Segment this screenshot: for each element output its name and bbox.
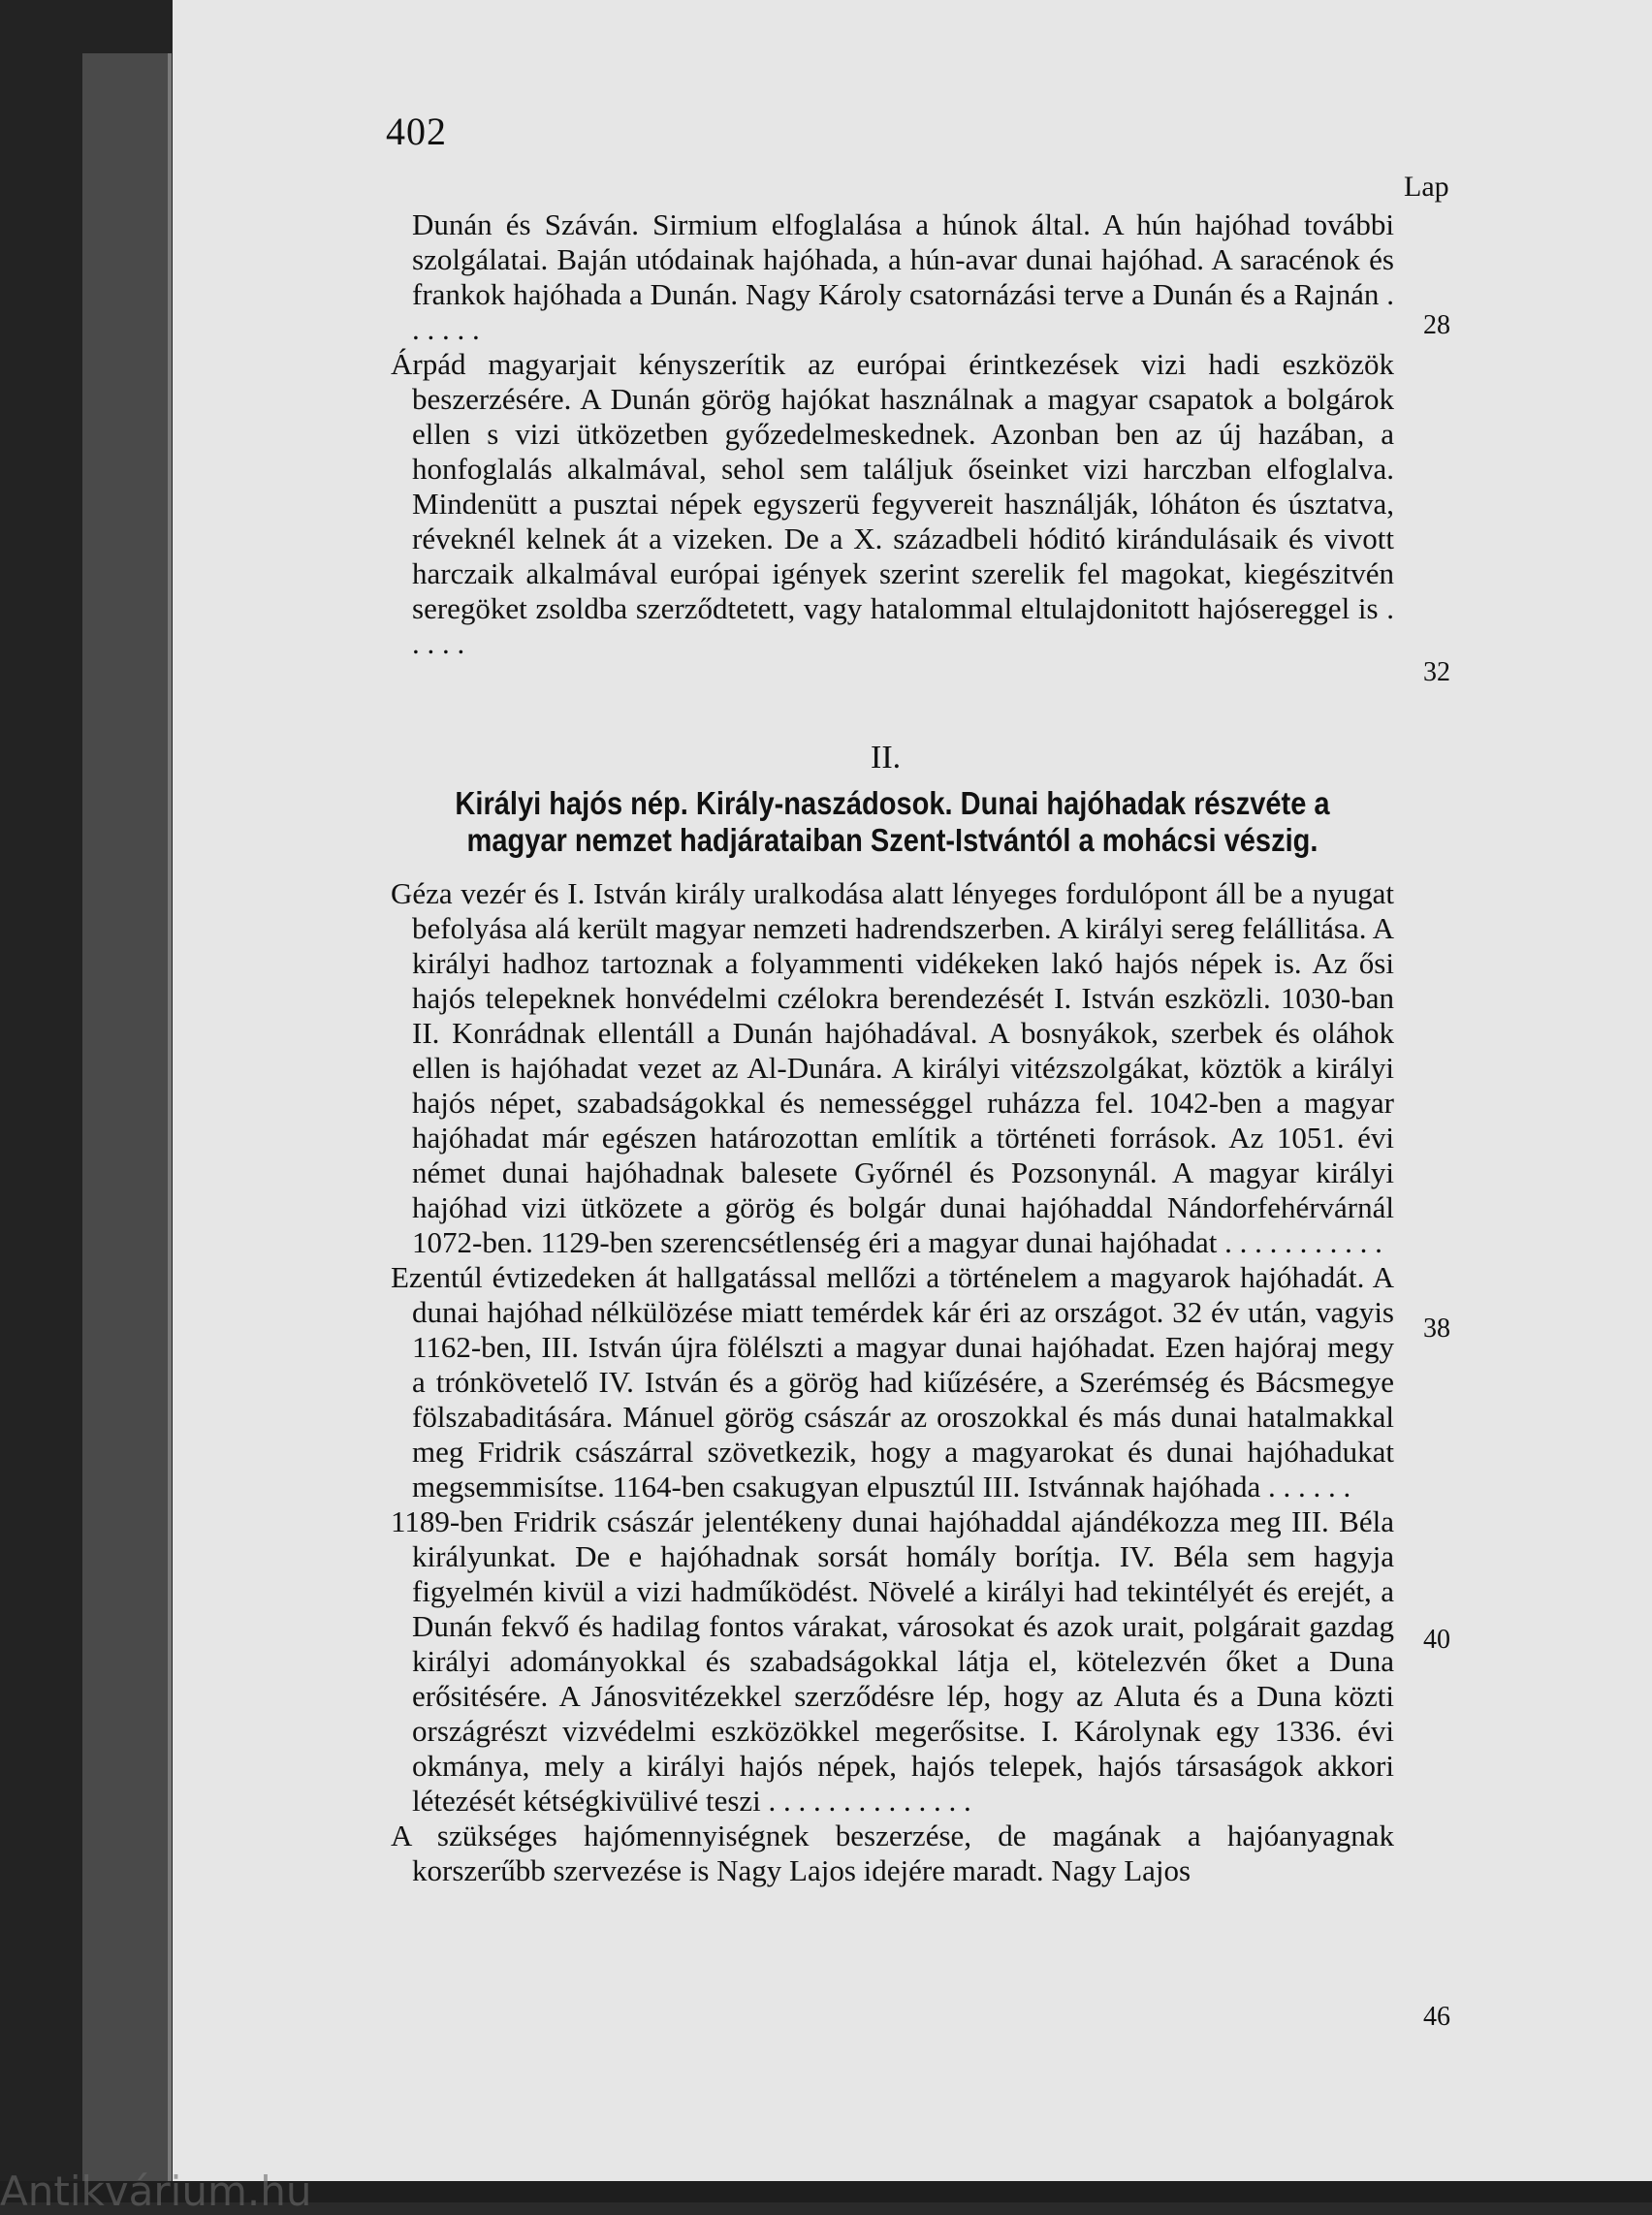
paragraph-cont: Dunán és Száván. Sirmium elfoglalása a húnok által. A hún hajóhad további szolgálatai. Baján utódainak hajóhada, a hún-avar dunai hajóhad. A saracénok és frankok hajóhada a Dunán. Nagy Károly csatornázási terve a Dunán és a Rajnán . . . . . . (412, 207, 1394, 346)
ref-number: 28 (1423, 310, 1450, 340)
section-number: II. (871, 740, 902, 775)
paragraph-arpad: Árpád magyarjait kényszerítik az európai érintkezések vizi hadi eszközök beszerzésére. A Dunán görög hajókat használnak a magyar csapatok a bolgárok ellen s vizi ütközetben győzedelmeskednek. Azonban ben az új hazában, a honfoglalás alkalmával, sehol sem találjuk őseinket vizi harczban elfoglalva. Mindenütt a pusztai népek egyszerü fegyvereit használják, lóháton és úsztatva, réveknél kelnek át a vizeken. De a X. századbeli hóditó kirándulásaik és vivott harczaik alkalmával európai igények szerint szerelik fel magokat, kiegészitvén seregöket zsoldba szerződtetett, vagy hatalommal eltulajdonitott hajósereggel is . . . . . (391, 347, 1394, 660)
ref-number: 32 (1423, 657, 1450, 687)
text-block-bottom (391, 876, 1394, 1888)
book-page (173, 0, 1652, 2202)
paragraph-szukseges: A szükséges hajómennyiségnek beszerzése, de magának a hajóanyagnak korszerűbb szervezése is Nagy Lajos idejére maradt. Nagy Lajos (391, 1819, 1394, 1887)
ref-number: 40 (1423, 1625, 1450, 1655)
text-block-top (391, 207, 1394, 661)
ref-number: 46 (1423, 2002, 1450, 2032)
paragraph-ezentul: Ezentúl évtizedeken át hallgatással mellőzi a történelem a magyarok hajóhadát. A dunai hajóhad nélkülözése miatt temérdek kár éri az országot. 32 év után, vagyis 1162-ben, III. István újra fölélszti a magyar dunai hajóhadat. Ezen hajóraj megy a trónkövetelő IV. István és a görög had kiűzésére, a Szerémség és Bácsmegye fölszabaditására. Mánuel görög császár az oroszokkal és más dunai hatalmakkal meg Fridrik császárral szövetkezik, hogy a magyarokat és dunai hajóhadukat megsemmisítse. 1164-ben csakugyan elpusztúl III. Istvánnak hajóhada . . . . . . (391, 1260, 1394, 1503)
ref-number: 38 (1423, 1313, 1450, 1344)
paragraph-geza: Géza vezér és I. István király uralkodása alatt lényeges fordulópont áll be a nyugat befolyása alá került magyar nemzeti hadrendszerben. A királyi sereg felállitása. A királyi hadhoz tartoznak a folyammenti vidékeken lakó hajós népek is. Az ősi hajós telepeknek honvédelmi czélokra berendezését I. István eszközli. 1030-ban II. Konrádnak ellentáll a Dunán hajóhadával. A bosnyákok, szerbek és oláhok ellen is hajóhadat vezet az Al-Dunára. A királyi vitézszolgákat, köztök a királyi hajós népet, szabadságokkal és nemességgel ruházza fel. 1042-ben a magyar hajóhadat már egészen határozottan említik a történeti források. Az 1051. évi német dunai hajóhadnak balesete Győrnél és Pozsonynál. A magyar királyi hajóhad vizi ütközete a görög és bolgár dunai hajóhaddal Nándorfehérvárnál 1072-ben. 1129-ben szerencsétlenség éri a magyar dunai hajóhadat . . . . . . . . . . . (391, 876, 1394, 1259)
page-number: 402 (386, 110, 447, 153)
book-edge (82, 53, 172, 2202)
section-title: Királyi hajós nép. Király-naszádosok. Dunai hajóhadak részvéte a magyar nemzet hadjárataiban Szent-Istvántól a mohácsi vészig. (455, 785, 1330, 858)
lap-column-label: Lap (1404, 171, 1449, 203)
watermark: Antikvárium.hu (0, 2168, 312, 2215)
paragraph-1189: 1189-ben Fridrik császár jelentékeny dunai hajóhaddal ajándékozza meg III. Béla királyunkat. De e hajóhadnak sorsát homály borítja. IV. Béla sem hagyja figyelmén kivül a vizi hadműködést. Növelé a királyi had tekintélyét és erejét, a Dunán fekvő és hadilag fontos várakat, városokat és azok urait, polgárait gazdag királyi adományokkal és szabadságokkal látja el, kötelezvén őket a Duna erősitésére. A Jánosvitézekkel szerződésre lép, hogy az Aluta és a Duna közti országrészt vizvédelmi eszközökkel megerősitse. I. Károlynak egy 1336. évi okmánya, mely a királyi hajós népek, hajós telepek, hajós társaságok akkori létezését kétségkivülivé teszi . . . . . . . . . . . . . . (391, 1504, 1394, 1818)
